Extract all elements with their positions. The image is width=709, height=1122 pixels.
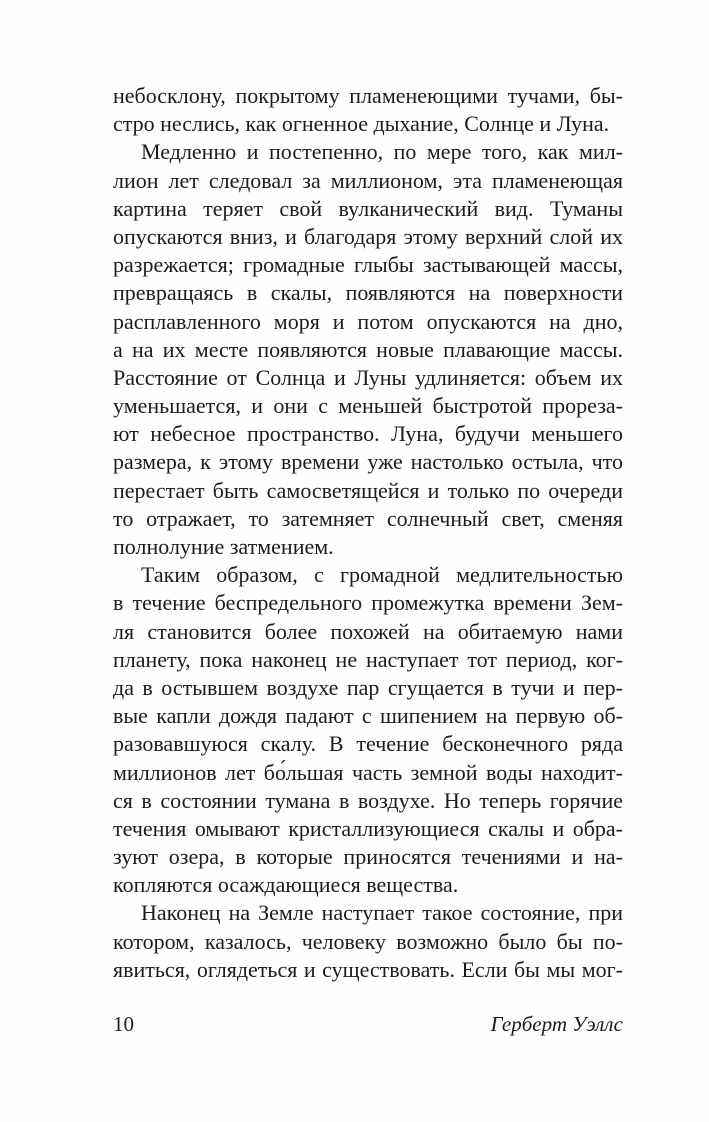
text-line: разовавшуюся скалу. В течение бесконечного ряда xyxy=(113,731,623,757)
text-line: картина теряет свой вулканический вид. Туманы xyxy=(113,195,623,221)
page-number: 10 xyxy=(113,1012,134,1036)
text-line: Расстояние от Солнца и Луны удлиняется: объем их xyxy=(113,364,623,390)
text-line: а на их месте появляются новые плавающие массы. xyxy=(113,336,623,362)
text-line: в течение беспредельного промежутка времени Зем- xyxy=(113,590,623,616)
text-line: стро неслись, как огненное дыхание, Солнце и Луна. xyxy=(113,111,610,137)
text-line: разрежается; громадные глыбы застывающей массы, xyxy=(113,252,623,278)
text-line: планету, пока наконец не наступает тот период, ког- xyxy=(113,646,623,672)
text-line: перестает быть самосветящейся и только по очереди xyxy=(113,477,623,503)
text-line: ся в состоянии тумана в воздухе. Но теперь горячие xyxy=(113,787,623,813)
text-line: ля становится более похожей на обитаемую нами xyxy=(113,618,623,644)
text-line: расплавленного моря и потом опускаются на дно, xyxy=(113,308,623,334)
text-line: ют небесное пространство. Луна, будучи меньшего xyxy=(113,421,623,447)
text-line: то отражает, то затемняет солнечный свет, сменяя xyxy=(113,505,623,531)
text-line: лион лет следовал за миллионом, эта пламенеющая xyxy=(113,167,623,193)
text-line: копляются осаждающиеся вещества. xyxy=(113,872,459,898)
running-author: Герберт Уэллс xyxy=(490,1012,623,1036)
text-line: размера, к этому времени уже настолько остыла, что xyxy=(113,449,623,475)
text-line: Таким образом, с громадной медлительностью xyxy=(141,562,623,588)
text-line: полнолуние затмением. xyxy=(113,534,334,559)
text-line: опускаются вниз, и благодаря этому верхний слой их xyxy=(113,223,623,249)
text-line: небосклону, покрытому пламенеющими тучами, бы- xyxy=(113,83,623,108)
text-line: вые капли дождя падают с шипением на первую об- xyxy=(113,703,623,729)
text-line: миллионов лет бо́льшая часть земной воды находит- xyxy=(113,759,623,785)
text-line: превращаясь в скалы, появляются на поверхности xyxy=(113,280,623,306)
text-line: Наконец на Земле наступает такое состояние, при xyxy=(141,900,623,926)
text-line: течения омывают кристаллизующиеся скалы и обра- xyxy=(113,815,623,841)
text-line: да в остывшем воздухе пар сгущается в тучи и пер- xyxy=(113,674,623,700)
body-text xyxy=(113,82,623,984)
page-footer xyxy=(113,1011,623,1038)
text-line: Медленно и постепенно, по мере того, как мил- xyxy=(141,139,623,165)
text-line: котором, казалось, человеку возможно было бы по- xyxy=(113,928,623,954)
text-line: уменьшается, и они с меньшей быстротой прореза- xyxy=(113,393,623,419)
text-line: зуют озера, в которые приносятся течениями и на- xyxy=(113,844,623,870)
text-line: явиться, оглядеться и существовать. Если бы мы мог- xyxy=(113,956,623,982)
